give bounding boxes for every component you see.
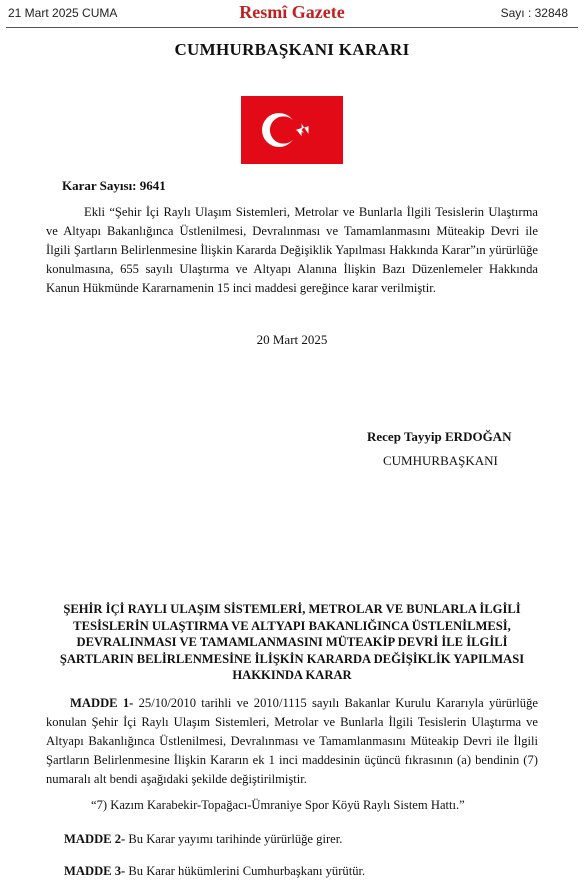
article-text: Bu Karar yayımı tarihinde yürürlüğe girer. — [125, 832, 343, 846]
article-label: MADDE 2- — [64, 832, 126, 846]
article-2 — [64, 832, 342, 847]
article-3 — [64, 864, 365, 879]
amended-clause: “7) Kazım Karabekir-Topağacı-Ümraniye Spor Köyü Raylı Sistem Hattı.” — [91, 798, 465, 812]
gazette-header — [0, 0, 584, 28]
turkish-flag-icon — [241, 96, 343, 164]
decision-body: Ekli “Şehir İçi Raylı Ulaşım Sistemleri, Metrolar ve Bunlarla İlgili Tesislerin Ulaştırma ve Altyapı Bakanlığınca Üstlenilmesi, Devralınması ve Tamamlanmasını Müteakip Devri ile İlgili Şartların Belirlenmesine İlişkin Kararda Değişiklik Yapılması Hakkında Karar”ın yürürlüğe konulmasına, 655 sayılı Ulaştırma ve Altyapı Alanına İlişkin Bazı Düzenlemeler Hakkında Kanun Hükmünde Kararnamenin 15 inci maddesi gereğince karar verilmiştir. — [46, 205, 538, 295]
article-text: Bu Karar hükümlerini Cumhurbaşkanı yürütür. — [125, 864, 366, 878]
decision-date: 20 Mart 2025 — [256, 332, 328, 347]
signer-title: CUMHURBAŞKANI — [383, 453, 498, 468]
regulation-title: ŞEHİR İÇİ RAYLI ULAŞIM SİSTEMLERİ, METROLAR VE BUNLARLA İLGİLİ TESİSLERİN ULAŞTIRMA VE ALTYAPI BAKANLIĞINCA ÜSTLENİLMESİ, DEVRALINMASI VE TAMAMLANMASINI MÜTEAKİP DEVRİ İLE İLGİLİ ŞARTLARIN BELİRLENMESİNE İLİŞKİN KARARDA DEĞİŞİKLİK YAPILMASI HAKKINDA KARAR — [59, 602, 525, 682]
header-divider — [6, 27, 578, 28]
article-text: 25/10/2010 tarihli ve 2010/1115 sayılı Bakanlar Kurulu Kararıyla yürürlüğe konulan Şehir İçi Raylı Ulaşım Sistemleri, Metrolar ve Bunlarla İlgili Tesislerin Ulaştırma ve Altyapı Bakanlığınca Üstlenilmesi, Devralınması ve Tamamlanmasını Müteakip Devri ile İlgili Şartların Belirlenmesine İlişkin Kararın ek 1 inci maddesinin üçüncü fıkrasının (a) bendinin (7) numaralı alt bendi aşağıdaki şekilde değiştirilmiştir. — [46, 696, 538, 786]
article-label: MADDE 1- — [70, 696, 134, 710]
header-date: 21 Mart 2025 CUMA — [8, 6, 118, 20]
issue-number: Sayı : 32848 — [500, 6, 568, 20]
gazette-name: Resmî Gazete — [239, 2, 345, 22]
article-1 — [46, 694, 538, 789]
decision-number: Karar Sayısı: 9641 — [62, 178, 166, 193]
article-label: MADDE 3- — [64, 864, 126, 878]
document-title: CUMHURBAŞKANI KARARI — [174, 40, 410, 59]
signer-name: Recep Tayyip ERDOĞAN — [367, 429, 512, 444]
